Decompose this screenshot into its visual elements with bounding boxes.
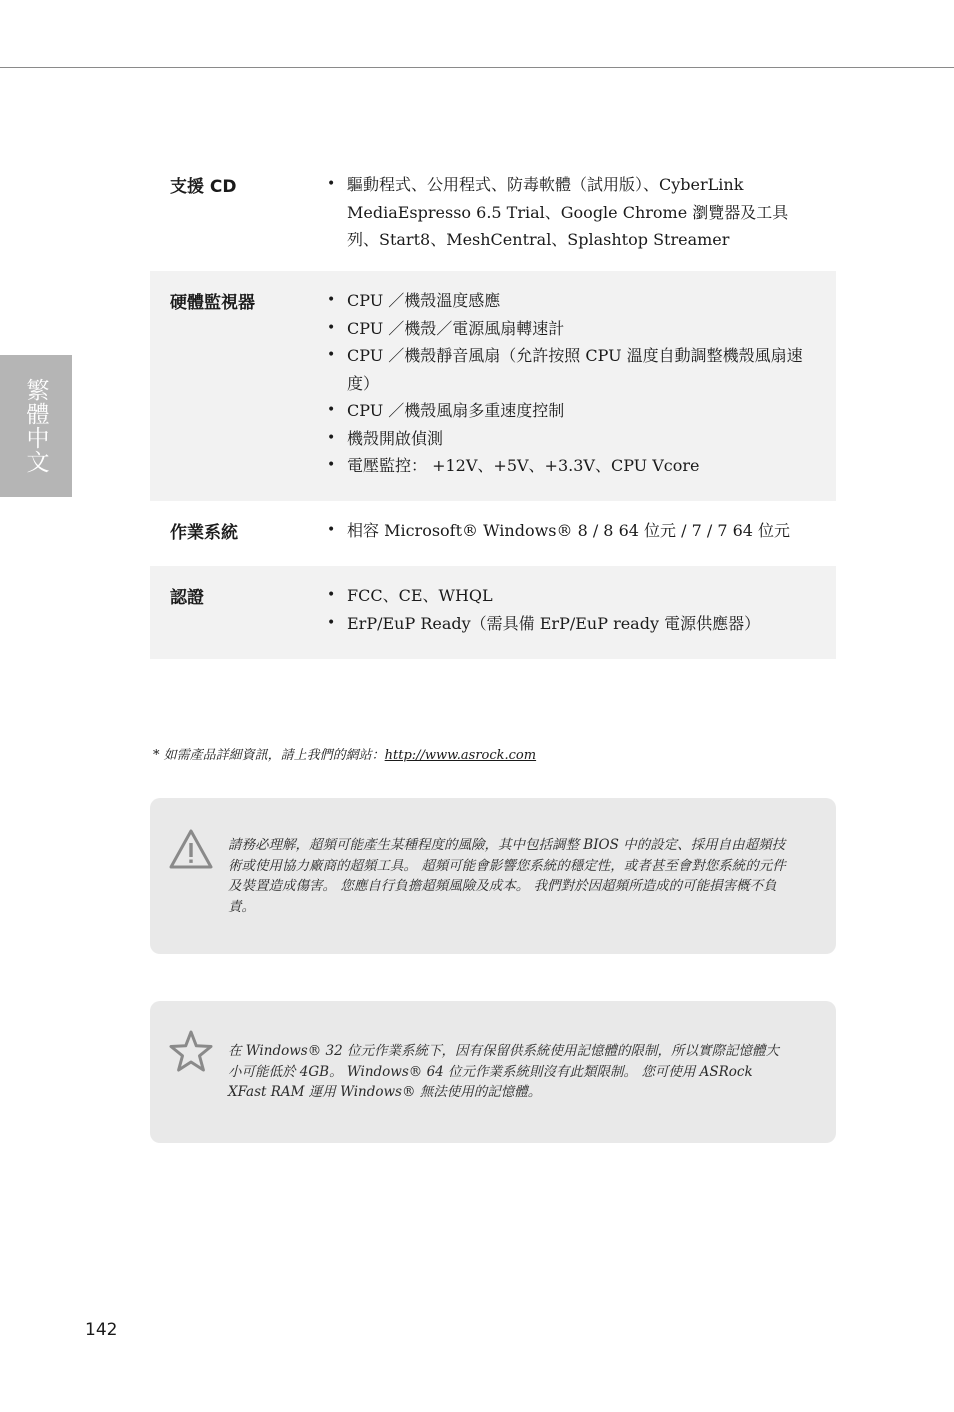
note-text: * 如需產品詳細資訊，請上我們的網站：	[153, 748, 385, 763]
tip-callout	[150, 1001, 836, 1143]
website-note	[153, 744, 536, 763]
asrock-website-link[interactable]: http://www.asrock.com	[384, 748, 537, 763]
language-side-tab	[0, 355, 72, 497]
spec-label: 硬體監視器	[170, 293, 255, 313]
page-number: 142	[85, 1320, 118, 1340]
list-item: • 相容 Microsoft® Windows® 8 / 8 64 位元 / 7 / 7 64 位元	[327, 517, 816, 545]
tip-text: 在 Windows® 32 位元作業系統下，因有保留供系統使用記憶體的限制，所以實際記憶體大小可能低於 4GB。 Windows® 64 位元作業系統則沒有此類限制。 您可使用 ASRock XFast RAM 運用 Windows® 無法使用的記憶體。	[228, 1043, 779, 1100]
spec-table	[150, 155, 836, 659]
spec-row-certifications	[150, 566, 836, 659]
warning-text: 請務必理解，超頻可能產生某種程度的風險，其中包括調整 BIOS 中的設定、採用自由超頻技術或使用協力廠商的超頻工具。 超頻可能會影響您系統的穩定性，或者甚至會對您系統的元件及裝置造成傷害。 您應自行負擔超頻風險及成本。 我們對於因超頻所造成的可能損害概不負責。	[228, 837, 786, 915]
list-item: • 驅動程式、公用程式、防毒軟體（試用版）、CyberLink MediaEspresso 6.5 Trial、Google Chrome 瀏覽器及工具列、Start8、MeshCentral、Splashtop Streamer	[327, 171, 816, 254]
spec-label: 作業系統	[170, 523, 238, 543]
list-item: • 機殼開啟偵測	[327, 425, 816, 453]
spec-row-os	[150, 501, 836, 566]
spec-items	[327, 287, 836, 485]
star-icon	[168, 1029, 214, 1077]
spec-row-support-cd	[150, 155, 836, 271]
list-item: • 電壓監控： +12V、+5V、+3.3V、CPU Vcore	[327, 452, 816, 480]
top-rule	[0, 67, 954, 68]
list-item: • CPU ／機殼／電源風扇轉速計	[327, 315, 816, 343]
spec-items	[327, 582, 836, 643]
spec-label: 認證	[170, 588, 204, 608]
list-item: • ErP/EuP Ready（需具備 ErP/EuP ready 電源供應器）	[327, 610, 816, 638]
spec-label: 支援 CD	[170, 177, 237, 197]
list-item: • FCC、CE、WHQL	[327, 582, 816, 610]
list-item: • CPU ／機殼風扇多重速度控制	[327, 397, 816, 425]
spec-items	[327, 171, 836, 255]
warning-icon	[168, 828, 214, 874]
spec-items	[327, 517, 836, 550]
list-item: • CPU ／機殼溫度感應	[327, 287, 816, 315]
warning-callout	[150, 798, 836, 954]
language-tab-label: 繁體中文	[22, 378, 49, 474]
spec-row-hardware-monitor	[150, 271, 836, 501]
list-item: • CPU ／機殼靜音風扇（允許按照 CPU 溫度自動調整機殼風扇速度）	[327, 342, 816, 397]
